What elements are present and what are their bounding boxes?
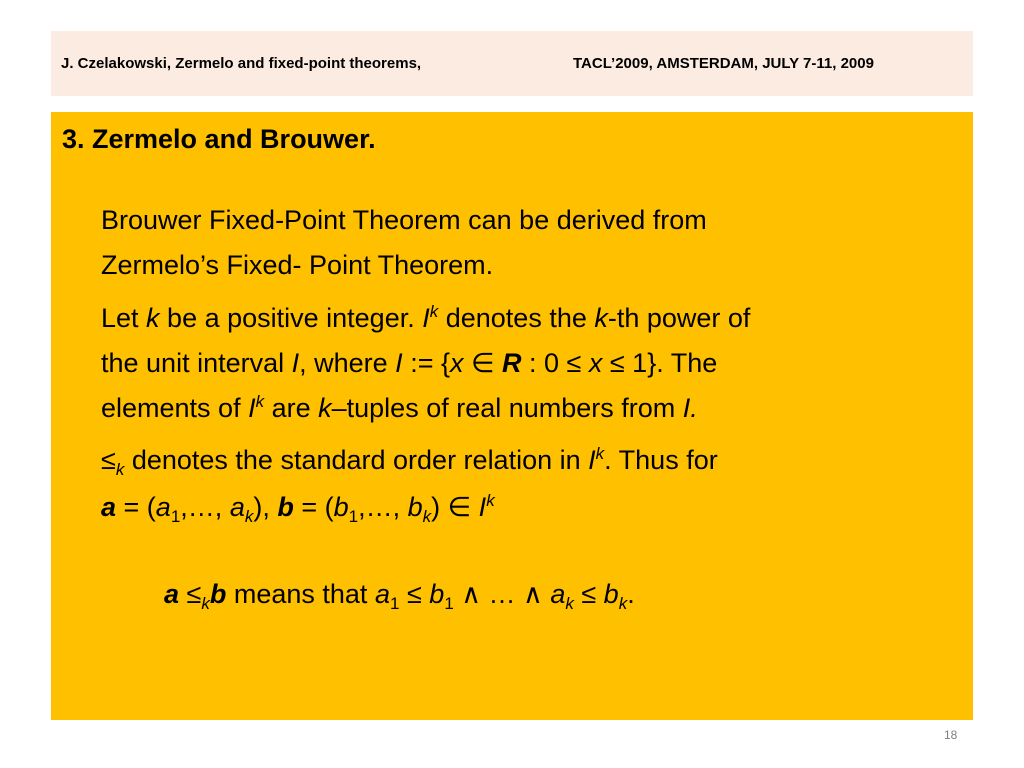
content-panel xyxy=(51,112,973,720)
math-R: R xyxy=(502,348,522,378)
paragraph-line xyxy=(164,572,1024,617)
subscript-1: 1 xyxy=(444,594,454,613)
math-a: a xyxy=(155,492,171,522)
text: ∧ … ∧ xyxy=(453,579,551,609)
paragraph-line xyxy=(101,438,961,483)
math-I: I xyxy=(422,303,430,333)
math-I: I xyxy=(291,348,300,378)
math-b: b xyxy=(407,492,423,522)
math-I: I. xyxy=(682,393,698,423)
math-k-subscript: k xyxy=(244,507,254,526)
math-k-subscript: k xyxy=(201,594,210,613)
le-symbol: ≤ xyxy=(101,445,116,475)
text: be a positive integer. xyxy=(159,303,423,333)
math-k: k xyxy=(594,303,608,333)
math-k-subscript: k xyxy=(618,594,628,613)
text: ) ∈ xyxy=(431,492,479,522)
math-x: x xyxy=(588,348,603,378)
text: denotes the xyxy=(438,303,595,333)
text: : 0 ≤ xyxy=(521,348,589,378)
text: ≤ xyxy=(573,579,604,609)
math-a-bold: a xyxy=(101,492,117,522)
math-k-subscript: k xyxy=(115,460,125,479)
paragraph-brouwer xyxy=(101,198,961,288)
math-k: k xyxy=(318,393,332,423)
math-x: x xyxy=(449,348,464,378)
math-b: b xyxy=(603,579,619,609)
text: . xyxy=(627,579,635,609)
math-I: I xyxy=(395,348,403,378)
text: means that xyxy=(226,579,375,609)
paragraph-line: Brouwer Fixed-Point Theorem can be derived from xyxy=(101,205,707,235)
text: . Thus for xyxy=(604,445,718,475)
header-author-title: J. Czelakowski, Zermelo and fixed-point theorems, xyxy=(61,55,422,72)
le-symbol: ≤ xyxy=(179,579,202,609)
math-I: I xyxy=(248,393,256,423)
math-a: a xyxy=(374,579,390,609)
text: the unit interval xyxy=(101,348,292,378)
text: , where xyxy=(299,348,396,378)
text: –tuples of real numbers from xyxy=(331,393,683,423)
text: are xyxy=(264,393,319,423)
text: := { xyxy=(402,348,450,378)
subscript-1: 1 xyxy=(348,507,359,526)
math-k-superscript: k xyxy=(486,491,495,510)
text: ≤ xyxy=(399,579,430,609)
math-b-bold: b xyxy=(209,579,227,609)
paragraph-order-definition xyxy=(164,572,1024,617)
text: denotes the standard order relation in xyxy=(124,445,589,475)
text: ∈ xyxy=(463,348,503,378)
math-b: b xyxy=(429,579,445,609)
text: Let xyxy=(101,303,147,333)
text: ), xyxy=(253,492,278,522)
math-a: a xyxy=(229,492,245,522)
math-b: b xyxy=(333,492,349,522)
math-k-superscript: k xyxy=(255,392,265,411)
math-I: I xyxy=(588,445,596,475)
paragraph-order-relation xyxy=(101,438,961,483)
math-a-bold: a xyxy=(164,579,180,609)
paragraph-tuples xyxy=(101,485,961,530)
slide-title: 3. Zermelo and Brouwer. xyxy=(62,124,376,154)
paragraph-line: Zermelo’s Fixed- Point Theorem. xyxy=(101,250,494,280)
math-k-superscript: k xyxy=(595,444,605,463)
text: ,…, xyxy=(358,492,408,522)
text: ,…, xyxy=(180,492,230,522)
math-k: k xyxy=(146,303,160,333)
paragraph-line xyxy=(101,296,961,341)
math-a: a xyxy=(550,579,566,609)
text: -th power of xyxy=(607,303,751,333)
math-b-bold: b xyxy=(277,492,294,522)
slide-header xyxy=(51,31,973,96)
paragraph-definition xyxy=(101,296,961,431)
subscript-1: 1 xyxy=(170,507,181,526)
math-k-superscript: k xyxy=(429,302,439,321)
header-conference: TACL’2009, AMSTERDAM, JULY 7-11, 2009 xyxy=(573,55,874,72)
math-I: I xyxy=(478,492,487,522)
text: ≤ 1}. The xyxy=(602,348,718,378)
math-k-subscript: k xyxy=(565,594,574,613)
paragraph-line xyxy=(101,341,961,386)
subscript-1: 1 xyxy=(389,594,400,613)
text: = ( xyxy=(293,492,334,522)
math-k-subscript: k xyxy=(422,507,432,526)
text: = ( xyxy=(116,492,156,522)
text: elements of xyxy=(101,393,249,423)
page-number: 18 xyxy=(944,728,958,742)
paragraph-line xyxy=(101,386,961,431)
paragraph-line xyxy=(101,485,961,530)
